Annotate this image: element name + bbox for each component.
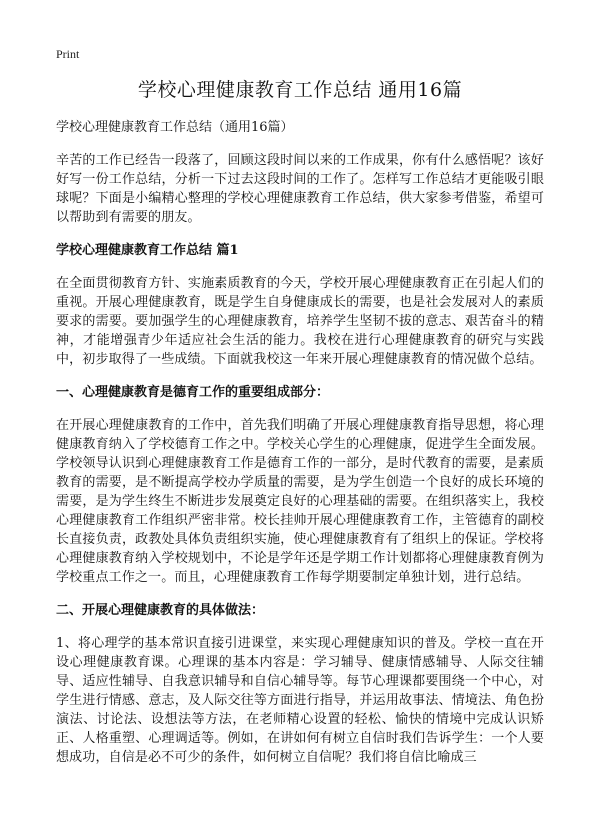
print-link[interactable]: Print	[56, 47, 80, 61]
paragraph-2: 在开展心理健康教育的工作中，首先我们明确了开展心理健康教育指导思想，将心理健康教育纳入了学校德育工作之中。学校关心学生的心理健康，促进学生全面发展。学校领导认识到心理健康教育工作是德育工作的一部分，是时代教育的需要，是素质教育的需要，是不断提高学校办学质量的需要，是为学生创造一个良好的成长环境的需要，是为学生终生不断进步发展奠定良好的心理基础的需要。在组织落实上，我校心理健康教育工作组织严密非常。校长挂帅开展心理健康教育工作，主管德育的副校长直接负责，政教处具体负责组织实施，使心理健康教育有了组织上的保证。学校将心理健康教育纳入学校规划中，不论是学年还是学期工作计划都将心理健康教育例为学校重点工作之一。而且，心理健康教育工作每学期要制定单独计划，进行总结。	[56, 418, 544, 585]
paragraph-3: 1、将心理学的基本常识直接引进课堂，来实现心理健康知识的普及。学校一直在开设心理健康教育课。心理课的基本内容是：学习辅导、健康情感辅导、人际交往辅导、适应性辅导、自我意识辅导和自信心辅导等。每节心理课都要围绕一个中心，对学生进行情感、意志，及人际交往等方面进行指导，并运用故事法、情境法、角色扮演法、讨论法、设想法等方法，在老师精心设置的轻松、愉快的情境中完成认识矫正、人格重塑、心理调适等。例如，在讲如何有树立自信时我们告诉学生：一个人要想成功，自信是必不可少的条件，如何树立自信呢？我们将自信比喻成三	[56, 636, 544, 765]
paragraph-1: 在全面贯彻教育方针、实施素质教育的今天，学校开展心理健康教育正在引起人们的重视。开展心理健康教育，既是学生自身健康成长的需要，也是社会发展对人的素质要求的需要。要加强学生的心理健康教育，培养学生坚韧不拔的意志、艰苦奋斗的精神，才能增强青少年适应社会生活的能力。我校在进行心理健康教育的研究与实践中，初步取得了一些成绩。下面就我校这一年来开展心理健康教育的情况做个总结。	[56, 276, 544, 367]
heading-1: 一、心理健康教育是德育工作的重要组成部分：	[56, 385, 330, 400]
document-title: 学校心理健康教育工作总结 通用16篇	[137, 79, 463, 101]
document-body	[56, 78, 544, 767]
heading-2: 二、开展心理健康教育的具体做法：	[56, 603, 265, 618]
section-title: 学校心理健康教育工作总结 篇1	[56, 243, 239, 258]
document-subtitle: 学校心理健康教育工作总结（通用16篇）	[56, 120, 294, 135]
intro-paragraph: 辛苦的工作已经告一段落了，回顾这段时间以来的工作成果，你有什么感悟呢？该好好写一份工作总结，分析一下过去这段时间的工作了。怎样写工作总结才更能吸引眼球呢？下面是小编精心整理的学校心理健康教育工作总结，供大家参考借鉴，希望可以帮助到有需要的朋友。	[56, 153, 544, 225]
